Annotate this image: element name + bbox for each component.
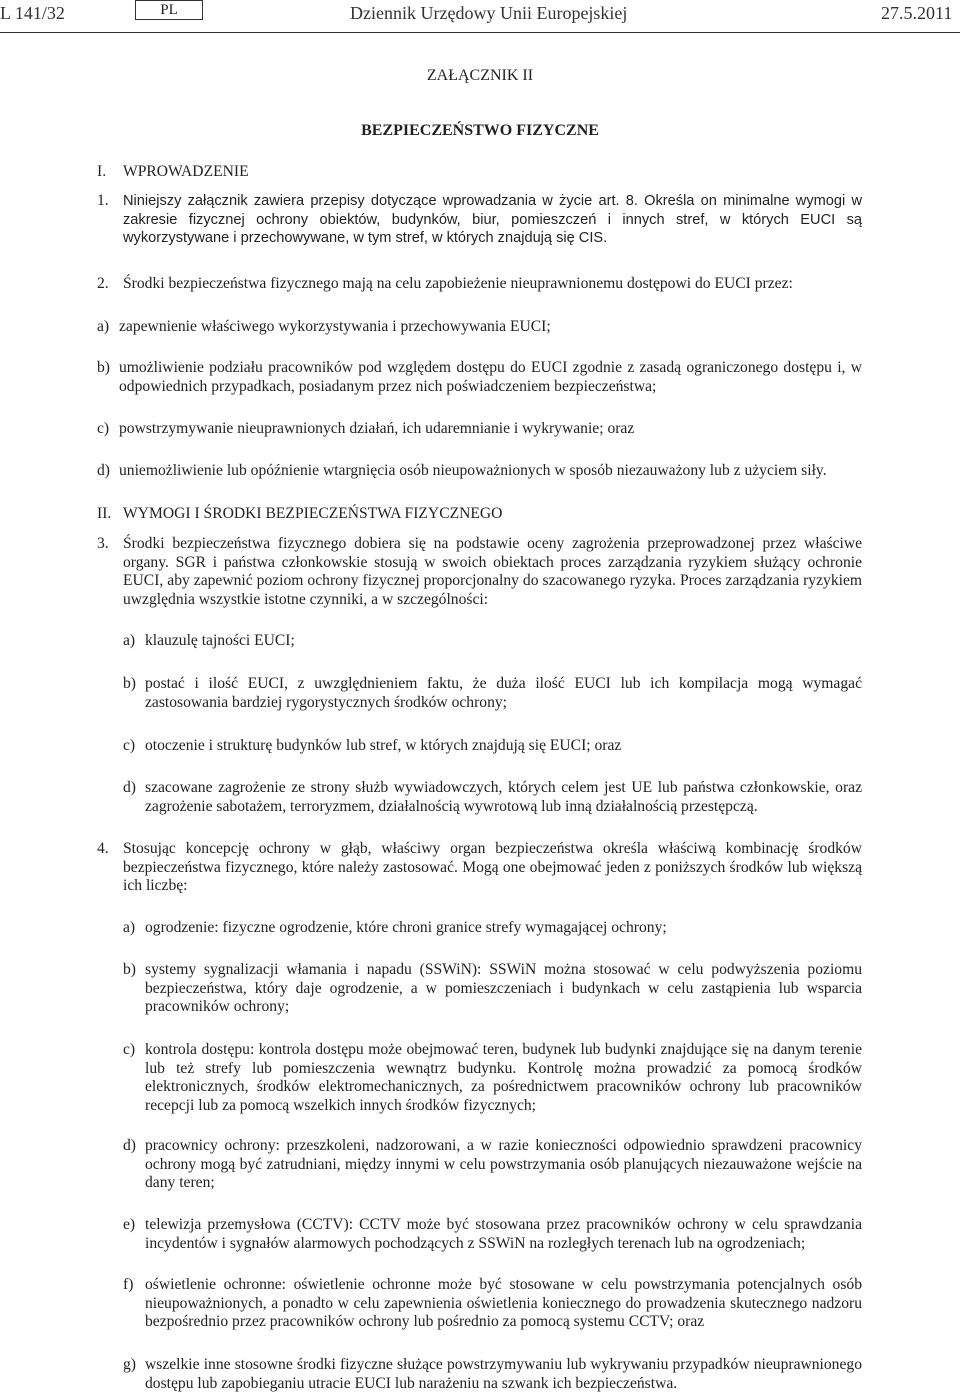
paragraph-text: Niniejszy załącznik zawiera przepisy dotyczące wprowadzania w życie art. 8. Określa on minimalne wymogi w zakresie fizycznej ochrony obiektów, budynków, biur, pomieszczeń i innych stref, w których EUCI są wykorzystywane i przechowywane, w tym stref, w których znajdują się CIS.: [123, 193, 862, 246]
page-number: L 141/32: [0, 3, 65, 23]
list-item-text: szacowane zagrożenie ze strony służb wywiadowczych, których celem jest UE lub państwa członkowskie, oraz zagrożenie sabotażem, terroryzmem, działalnością wywrotową lub inną działalnością przestępczą.: [145, 779, 862, 815]
list-item-text: kontrola dostępu: kontrola dostępu może obejmować teren, budynek lub budynki znajdujące się na danym terenie lub też strefy lub pomieszczenia wewnątrz budynku. Kontrolę można prowadzić za pomocą środków elektronicznych, środków elektromechanicznych, za pośrednictwem pracowników ochrony lub pracowników recepcji lub za pomocą wszelkich innych środków fizycznych;: [145, 1041, 862, 1114]
list-item-number: b): [123, 961, 136, 978]
list-item-text: ogrodzenie: fizyczne ogrodzenie, które chroni granice strefy wymagającej ochrony;: [145, 919, 667, 936]
journal-title: Dziennik Urzędowy Unii Europejskiej: [350, 3, 628, 23]
list-item-number: b): [123, 675, 136, 692]
section-title: WPROWADZENIE: [123, 163, 249, 180]
list-item: [123, 1041, 862, 1115]
list-item: [97, 462, 862, 481]
list-item-text: telewizja przemysłowa (CCTV): CCTV może być stosowana przez pracowników ochrony w celu sprawdzania incydentów i sygnałów alarmowych pochodzących z SSWiN na rozległych terenach lub na ogrodzeniach;: [145, 1216, 862, 1252]
list-item-text: zapewnienie właściwego wykorzystywania i przechowywania EUCI;: [119, 318, 551, 335]
paragraph: [97, 275, 862, 294]
list-item: [123, 632, 862, 651]
list-item-text: klauzulę tajności EUCI;: [145, 632, 295, 649]
paragraph: [97, 840, 862, 896]
list-item-number: a): [97, 318, 110, 335]
section-number: I.: [97, 163, 107, 180]
list-item-text: postać i ilość EUCI, z uwzględnieniem faktu, że duża ilość EUCI lub ich kompilacja mogą wymagać zastosowania bardziej rygorystycznych środków ochrony;: [145, 675, 862, 711]
list-item: [123, 1276, 862, 1332]
language-badge: PL: [135, 0, 203, 20]
paragraph-number: 3.: [97, 535, 109, 552]
section-heading: [97, 163, 862, 182]
list-item-number: d): [123, 779, 136, 796]
list-item-number: a): [123, 919, 136, 936]
section-heading: [97, 505, 862, 524]
section-title: WYMOGI I ŚRODKI BEZPIECZEŃSTWA FIZYCZNEGO: [123, 505, 503, 522]
publication-date: 27.5.2011: [881, 3, 953, 23]
list-item: [97, 318, 836, 337]
section-number: II.: [97, 505, 112, 522]
paragraph-text: Stosując koncepcję ochrony w głąb, właściwy organ bezpieczeństwa określa właściwą kombinację środków bezpieczeństwa fizycznego, które należy zastosować. Mogą one obejmować jeden z poniższych środków lub większą ich liczbę:: [123, 840, 862, 894]
list-item-number: c): [123, 1041, 136, 1058]
list-item-text: uniemożliwienie lub opóźnienie wtargnięcia osób nieupoważnionych w sposób niezauważony lub z użyciem siły.: [119, 462, 827, 479]
list-item: [123, 919, 862, 938]
list-item: [97, 420, 862, 439]
list-item-number: a): [123, 632, 136, 649]
list-item-number: c): [97, 420, 110, 437]
list-item-number: b): [97, 359, 110, 376]
list-item-number: f): [123, 1276, 134, 1293]
list-item-text: systemy sygnalizacji włamania i napadu (SSWiN): SSWiN można stosować w celu podwyższenia poziomu bezpieczeństwa, który daje ogrodzenie, a w pomieszczeniach i budynkach w celu zastąpienia lub wsparcia pracowników ochrony;: [145, 961, 862, 1015]
annex-label: ZAŁĄCZNIK II: [426, 67, 534, 84]
list-item-text: wszelkie inne stosowne środki fizyczne służące powstrzymywaniu lub wykrywaniu przypadków nieuprawnionego dostępu lub zapobieganiu utracie EUCI lub narażeniu na szwank ich bezpieczeństwa.: [145, 1356, 862, 1392]
list-item-text: oświetlenie ochronne: oświetlenie ochronne może być stosowane w celu powstrzymania potencjalnych osób nieupoważnionych, a ponadto w celu zapewnienia oświetlenia koniecznego do prowadzenia skutecznego nadzoru bezpośrednio przez pracowników ochrony lub pośrednio za pomocą systemu CCTV; oraz: [145, 1276, 862, 1330]
paragraph-number: 2.: [97, 275, 109, 292]
list-item: [123, 779, 862, 816]
paragraph-text: Środki bezpieczeństwa fizycznego dobiera się na podstawie oceny zagrożenia przeprowadzonej przez właściwe organy. SGR i państwa członkowskie stosują w swoich obiektach proces zarządzania ryzykiem służący ochronie EUCI, aby zapewnić poziom ochrony fizycznej proporcjonalny do szacowanego ryzyka. Proces zarządzania ryzykiem uwzględnia wszystkie istotne czynniki, a w szczególności:: [123, 535, 862, 608]
list-item-number: d): [123, 1137, 136, 1154]
paragraph: [97, 535, 862, 609]
list-item: [123, 737, 862, 756]
list-item-text: umożliwienie podziału pracowników pod względem dostępu do EUCI zgodnie z zasadą ograniczonego dostępu i, w odpowiednich przypadkach, posiadanym przez nich poświadczeniem bezpieczeństwa;: [119, 359, 862, 395]
list-item-text: powstrzymywanie nieuprawnionych działań, ich udaremnianie i wykrywanie; oraz: [119, 420, 635, 437]
list-item: [123, 1137, 862, 1193]
paragraph-text: Środki bezpieczeństwa fizycznego mają na celu zapobieżenie nieuprawnionemu dostępowi do EUCI przez:: [123, 275, 793, 292]
list-item-number: d): [97, 462, 110, 479]
list-item: [123, 961, 862, 1017]
list-item-number: e): [123, 1216, 136, 1233]
paragraph: [97, 192, 862, 248]
list-item-text: pracownicy ochrony: przeszkoleni, nadzorowani, a w razie konieczności odpowiednio sprawdzeni pracownicy ochrony mogą być zatrudniani, między innymi w celu powstrzymania osób planujących niezauważone wejście na dany teren;: [145, 1137, 862, 1191]
paragraph-number: 1.: [97, 192, 109, 209]
list-item-number: g): [123, 1356, 136, 1373]
header-divider: [0, 32, 960, 33]
list-item: [123, 675, 862, 712]
paragraph-number: 4.: [97, 840, 109, 857]
annex-title: BEZPIECZEŃSTWO FIZYCZNE: [361, 122, 599, 139]
list-item-number: c): [123, 737, 136, 754]
list-item: [123, 1216, 862, 1253]
list-item: [123, 1356, 862, 1393]
list-item-text: otoczenie i strukturę budynków lub stref, w których znajdują się EUCI; oraz: [145, 737, 622, 754]
list-item: [97, 359, 862, 396]
